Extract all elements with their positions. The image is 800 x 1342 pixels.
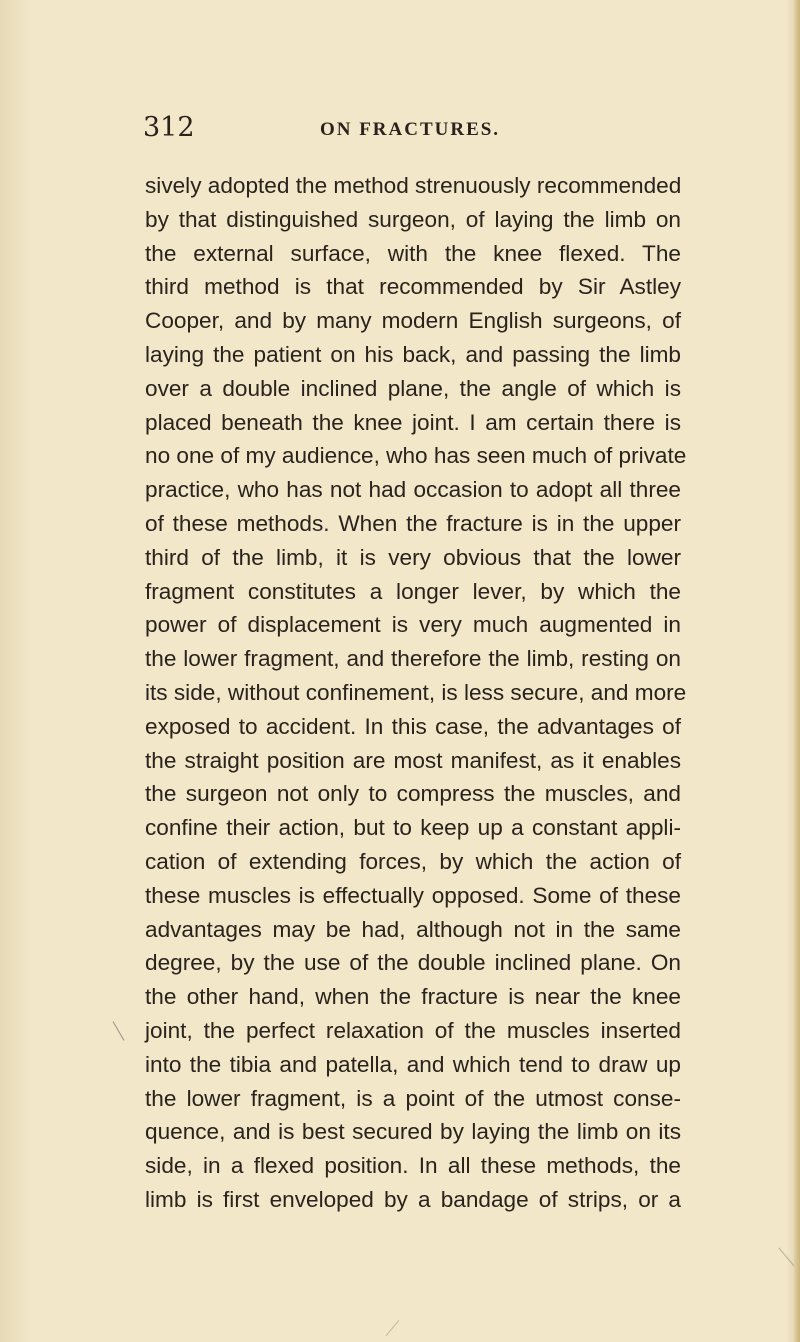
text-line: the surgeon not only to compress the muscles, and: [145, 781, 681, 807]
page-edge: [794, 0, 800, 1342]
text-line: placed beneath the knee joint. I am certain there is: [145, 409, 681, 435]
text-line: Cooper, and by many modern English surgeons, of: [145, 308, 681, 334]
text-line: by that distinguished surgeon, of laying the limb on: [145, 206, 681, 232]
ink-mark: [113, 1021, 125, 1041]
text-line: cation of extending forces, by which the action of: [145, 848, 681, 874]
ink-mark: [386, 1320, 400, 1336]
text-line: advantages may be had, although not in the same: [145, 916, 681, 942]
text-line: the straight position are most manifest, as it enables: [145, 747, 681, 773]
ink-mark: [778, 1247, 794, 1266]
text-line: these muscles is effectually opposed. Some of these: [145, 882, 681, 908]
page-number: 312: [143, 112, 195, 143]
text-line: the other hand, when the fracture is near the knee: [145, 984, 681, 1010]
text-line: exposed to accident. In this case, the advantages of: [145, 713, 681, 739]
text-line: side, in a flexed position. In all these methods, the: [145, 1153, 681, 1179]
body-text: [145, 169, 687, 1217]
text-line: joint, the perfect relaxation of the muscles inserted: [145, 1017, 681, 1043]
running-head: ON FRACTURES.: [319, 119, 501, 140]
text-line: power of displacement is very much augmented in: [145, 612, 681, 638]
text-line: the lower fragment, and therefore the limb, resting on: [145, 646, 681, 672]
text-line: fragment constitutes a longer lever, by which the: [145, 578, 681, 604]
text-line: limb is first enveloped by a bandage of strips, or a: [145, 1186, 681, 1212]
page-header: [0, 112, 800, 152]
text-line: its side, without confinement, is less secure, and more: [145, 679, 687, 705]
text-line: laying the patient on his back, and passing the limb: [145, 341, 681, 367]
text-line: third method is that recommended by Sir Astley: [145, 274, 681, 300]
text-line: over a double inclined plane, the angle of which is: [145, 375, 681, 401]
text-line: sively adopted the method strenuously recommended: [145, 173, 682, 198]
text-line: degree, by the use of the double inclined plane. On: [145, 950, 681, 976]
text-line: no one of my audience, who has seen much of private: [145, 443, 687, 469]
text-line: the external surface, with the knee flexed. The: [145, 240, 681, 266]
text-line: practice, who has not had occasion to adopt all three: [145, 477, 681, 503]
text-line: the lower fragment, is a point of the utmost conse-: [145, 1085, 681, 1111]
text-line: quence, and is best secured by laying the limb on its: [145, 1119, 681, 1145]
text-line: confine their action, but to keep up a constant appli-: [145, 815, 681, 841]
text-line: of these methods. When the fracture is in the upper: [145, 510, 681, 536]
text-line: third of the limb, it is very obvious that the lower: [145, 544, 681, 570]
text-line: into the tibia and patella, and which tend to draw up: [145, 1051, 681, 1077]
